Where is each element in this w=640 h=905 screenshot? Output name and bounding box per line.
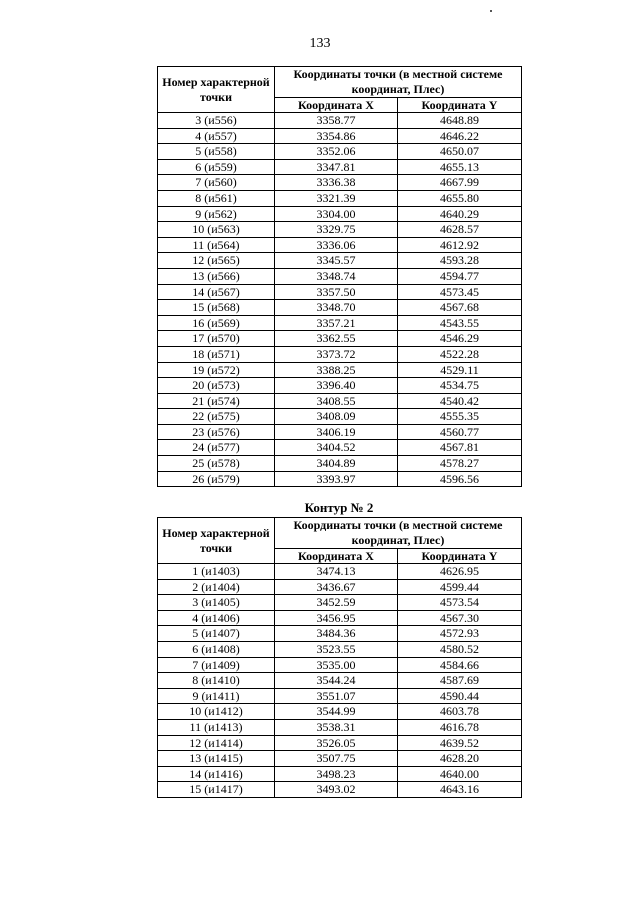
cell-x: 3336.38 [275,175,398,191]
cell-point: 7 (и560) [158,175,275,191]
cell-y: 4640.00 [398,766,522,782]
cell-x: 3498.23 [275,766,398,782]
cell-point: 2 (и1404) [158,579,275,595]
cell-x: 3456.95 [275,610,398,626]
table-row [158,673,522,689]
cell-y: 4599.44 [398,579,522,595]
cell-x: 3345.57 [275,253,398,269]
cell-y: 4529.11 [398,362,522,378]
table-row [158,688,522,704]
cell-y: 4628.57 [398,222,522,238]
cell-x: 3393.97 [275,471,398,487]
cell-y: 4667.99 [398,175,522,191]
cell-point: 3 (и556) [158,113,275,129]
table-row [158,719,522,735]
table-row [158,626,522,642]
cell-point: 19 (и572) [158,362,275,378]
table-row [158,175,522,191]
cell-x: 3373.72 [275,346,398,362]
cell-x: 3436.67 [275,579,398,595]
cell-x: 3551.07 [275,688,398,704]
cell-point: 16 (и569) [158,315,275,331]
cell-y: 4655.80 [398,190,522,206]
cell-y: 4543.55 [398,315,522,331]
header-coordinates: Координаты точки (в местной системе координат, Плес) [275,518,522,549]
table-row [158,206,522,222]
table-row [158,300,522,316]
cell-x: 3406.19 [275,424,398,440]
cell-point: 26 (и579) [158,471,275,487]
cell-point: 21 (и574) [158,393,275,409]
cell-x: 3493.02 [275,782,398,798]
cell-y: 4578.27 [398,456,522,472]
cell-x: 3474.13 [275,564,398,580]
table-row [158,346,522,362]
cell-x: 3526.05 [275,735,398,751]
table-row [158,766,522,782]
table-row [158,190,522,206]
table-row [158,610,522,626]
cell-x: 3321.39 [275,190,398,206]
table-row [158,704,522,720]
cell-point: 9 (и562) [158,206,275,222]
cell-x: 3352.06 [275,144,398,160]
table-row [158,471,522,487]
cell-x: 3348.70 [275,300,398,316]
cell-point: 5 (и558) [158,144,275,160]
cell-x: 3362.55 [275,331,398,347]
table-row [158,579,522,595]
cell-x: 3388.25 [275,362,398,378]
cell-y: 4567.81 [398,440,522,456]
cell-y: 4616.78 [398,719,522,735]
cell-x: 3408.09 [275,409,398,425]
cell-y: 4590.44 [398,688,522,704]
cell-y: 4580.52 [398,641,522,657]
cell-y: 4555.35 [398,409,522,425]
table-row [158,253,522,269]
cell-x: 3347.81 [275,159,398,175]
cell-point: 12 (и565) [158,253,275,269]
cell-point: 17 (и570) [158,331,275,347]
cell-y: 4587.69 [398,673,522,689]
table-row [158,641,522,657]
cell-point: 5 (и1407) [158,626,275,642]
cell-y: 4572.93 [398,626,522,642]
cell-x: 3358.77 [275,113,398,129]
cell-x: 3348.74 [275,268,398,284]
cell-point: 4 (и1406) [158,610,275,626]
cell-point: 14 (и1416) [158,766,275,782]
cell-y: 4640.29 [398,206,522,222]
header-y: Координата Y [398,98,522,113]
cell-point: 4 (и557) [158,128,275,144]
coordinates-table-contour-1 [157,66,522,487]
cell-y: 4639.52 [398,735,522,751]
table-row [158,456,522,472]
table-row [158,378,522,394]
table-row [158,595,522,611]
table-row [158,284,522,300]
cell-point: 11 (и564) [158,237,275,253]
table-body [158,564,522,798]
cell-y: 4567.68 [398,300,522,316]
table-row [158,751,522,767]
cell-x: 3523.55 [275,641,398,657]
scan-speck [490,10,492,12]
page-number: 133 [309,36,331,51]
cell-x: 3304.00 [275,206,398,222]
cell-y: 4546.29 [398,331,522,347]
table-row [158,331,522,347]
cell-point: 22 (и575) [158,409,275,425]
cell-y: 4643.16 [398,782,522,798]
cell-y: 4522.28 [398,346,522,362]
cell-point: 12 (и1414) [158,735,275,751]
cell-y: 4573.54 [398,595,522,611]
cell-x: 3408.55 [275,393,398,409]
table-row [158,113,522,129]
cell-point: 14 (и567) [158,284,275,300]
cell-x: 3329.75 [275,222,398,238]
cell-x: 3357.21 [275,315,398,331]
table-row [158,409,522,425]
cell-y: 4594.77 [398,268,522,284]
header-x: Координата X [275,549,398,564]
cell-x: 3544.24 [275,673,398,689]
table-row [158,424,522,440]
cell-point: 9 (и1411) [158,688,275,704]
cell-point: 6 (и559) [158,159,275,175]
cell-point: 10 (и1412) [158,704,275,720]
table-row [158,657,522,673]
table-row [158,144,522,160]
table-row [158,222,522,238]
header-x: Координата X [275,98,398,113]
cell-y: 4596.56 [398,471,522,487]
coordinates-table-contour-2 [157,517,522,798]
table-row [158,315,522,331]
cell-point: 15 (и568) [158,300,275,316]
header-coordinates: Координаты точки (в местной системе координат, Плес) [275,67,522,98]
cell-point: 25 (и578) [158,456,275,472]
header-point-number: Номер характерной точки [158,518,275,564]
cell-y: 4573.45 [398,284,522,300]
cell-x: 3404.89 [275,456,398,472]
cell-point: 8 (и1410) [158,673,275,689]
cell-point: 20 (и573) [158,378,275,394]
cell-x: 3535.00 [275,657,398,673]
cell-y: 4626.95 [398,564,522,580]
cell-point: 18 (и571) [158,346,275,362]
cell-point: 13 (и1415) [158,751,275,767]
cell-y: 4560.77 [398,424,522,440]
cell-x: 3404.52 [275,440,398,456]
cell-point: 23 (и576) [158,424,275,440]
cell-x: 3538.31 [275,719,398,735]
header-point-number: Номер характерной точки [158,67,275,113]
cell-y: 4603.78 [398,704,522,720]
cell-y: 4593.28 [398,253,522,269]
cell-y: 4567.30 [398,610,522,626]
cell-y: 4650.07 [398,144,522,160]
cell-y: 4628.20 [398,751,522,767]
cell-point: 8 (и561) [158,190,275,206]
cell-point: 15 (и1417) [158,782,275,798]
cell-x: 3544.99 [275,704,398,720]
cell-point: 24 (и577) [158,440,275,456]
cell-point: 7 (и1409) [158,657,275,673]
table-row [158,237,522,253]
cell-x: 3396.40 [275,378,398,394]
cell-x: 3354.86 [275,128,398,144]
table-row [158,128,522,144]
cell-x: 3452.59 [275,595,398,611]
cell-point: 1 (и1403) [158,564,275,580]
table-row [158,159,522,175]
cell-x: 3336.06 [275,237,398,253]
cell-y: 4612.92 [398,237,522,253]
header-y: Координата Y [398,549,522,564]
cell-point: 3 (и1405) [158,595,275,611]
cell-y: 4646.22 [398,128,522,144]
cell-y: 4534.75 [398,378,522,394]
contour-title: Контур № 2 [304,500,374,515]
table-row [158,393,522,409]
table-row [158,735,522,751]
table-row [158,564,522,580]
cell-x: 3484.36 [275,626,398,642]
cell-x: 3507.75 [275,751,398,767]
cell-y: 4540.42 [398,393,522,409]
cell-x: 3357.50 [275,284,398,300]
table-row [158,782,522,798]
table-row [158,440,522,456]
cell-point: 13 (и566) [158,268,275,284]
table-row [158,362,522,378]
table-row [158,268,522,284]
cell-point: 10 (и563) [158,222,275,238]
cell-y: 4655.13 [398,159,522,175]
table-body [158,113,522,487]
cell-y: 4648.89 [398,113,522,129]
cell-point: 11 (и1413) [158,719,275,735]
cell-point: 6 (и1408) [158,641,275,657]
cell-y: 4584.66 [398,657,522,673]
